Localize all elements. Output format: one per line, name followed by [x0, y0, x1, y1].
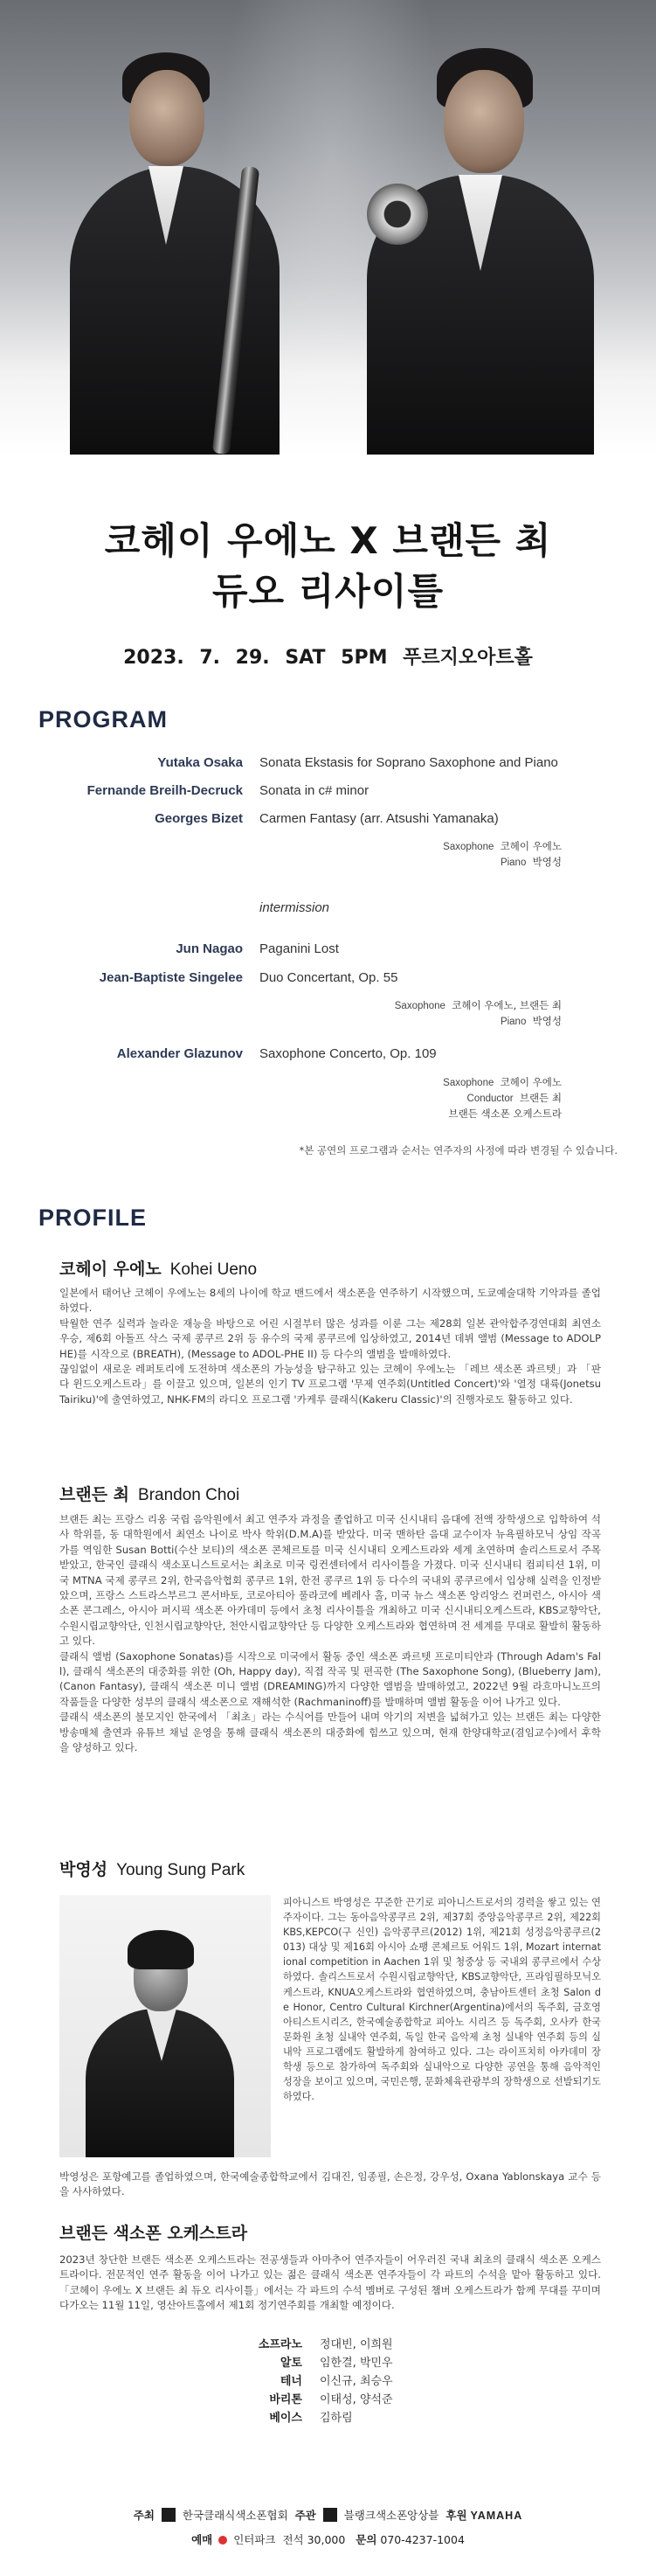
performer-name: 브랜든 최: [519, 1092, 562, 1104]
yamaha-logo: YAMAHA: [470, 2510, 523, 2522]
inquiry-phone: 070-4237-1004: [380, 2533, 465, 2546]
orchestra-roster: [236, 2336, 498, 2427]
bio-paragraph: 클래식 색소폰의 불모지인 한국에서 「최초」라는 수식어를 만들어 내며 악기의 저변을 넓혀가고 있는 브랜든 최는 다양한 방송매체 출연과 유튜브 채널 운영을 통해 클래식 색소폰의 대중화에 힘쓰고 있으며, 현재 한양대학교(겸임교수)에서 후학을 양성하고 있다.: [59, 1711, 601, 1754]
profile-name-brandon: 브랜든 최 Brandon Choi: [59, 1485, 240, 1504]
composer-name: Jun Nagao: [176, 941, 243, 956]
program-note: *본 공연의 프로그램과 순서는 연주자의 사정에 따라 변경될 수 있습니다.: [299, 1144, 618, 1156]
sponsor-line: 주최 한국클래식색소폰협회 주관 블랭크색소폰앙상블 후원 YAMAHA: [133, 2509, 523, 2522]
host-logo-icon: [162, 2508, 176, 2522]
performer-role: Piano: [500, 858, 527, 868]
ticket-line: 예매 인터파크 전석 30,000 문의 070-4237-1004: [191, 2533, 465, 2546]
program-item: [0, 1046, 656, 1066]
bio-paragraph: 박영성은 포항예고를 졸업하였으며, 한국예술종합학교에서 김대진, 임종필, 손은정, 강우성, Oxana Yablonskaya 교수 등을 사사하였다.: [59, 2170, 601, 2198]
composer-name: Alexander Glazunov: [116, 1046, 243, 1061]
profile-bio-orchestra: [59, 2253, 601, 2314]
work-title: Sonata in c# minor: [259, 783, 369, 798]
organizer-logo-icon: [323, 2508, 337, 2522]
bio-paragraph: 2023년 창단한 브랜든 색소폰 오케스트라는 전공생들과 아마추어 연주자들이 어우러진 국내 최초의 클래식 색소폰 오케스트라이다. 전문적인 연주 활동을 이어 나가고 있는 젊은 클래식 색소폰 연주자들이 각 파트의 수석을 맡아 활동하고 있다. 「코헤이 우에노 X 브랜든 최 듀오 리사이틀」에서는 각 파트의 수석 멤버로 구성된 챔버 오케스트라가 함께 무대를 꾸미며 다가오는 11월 11일, 영산아트홀에서 제1회 정기연주회를 개최할 예정이다.: [59, 2253, 601, 2312]
work-title: Saxophone Concerto, Op. 109: [259, 1046, 437, 1061]
ticket-price: 전석 30,000: [282, 2533, 346, 2546]
hero-photo: [0, 0, 656, 455]
title-line-1: 코헤이 우에노 X 브랜든 최: [104, 519, 552, 562]
profile-bio-brandon: [59, 1512, 601, 1756]
performer-photo-right: [349, 35, 611, 455]
performer-photo-left: [61, 35, 288, 455]
performer-role: Conductor: [466, 1094, 514, 1104]
performer-name: 박영성: [532, 856, 562, 868]
profile-bio-youngsung: [283, 1895, 601, 2104]
date-venue: 2023. 7. 29. SAT 5PM 푸르지오아트홀: [123, 647, 533, 669]
concert-title: [0, 516, 656, 617]
performer-role: Saxophone: [443, 842, 494, 852]
bio-paragraph: 브랜든 최는 프랑스 리옹 국립 음악원에서 최고 연주자 과정을 졸업하고 미국 신시내티 음대에 전액 장학생으로 입학하여 석사 학위를, 동 대학원에서 최연소 나이로 박사 학위(D.M.A)를 받았다. 미국 맨하탄 음대 교수이자 뉴욕필하모닉 상임 작곡가를 역임한 Susan Botti(수산 보티)의 색소폰 콘체르토를 미국 신시내티 오케스트라와 세계 초연하며 솔리스트로서 주목받았고, 한국인 클래식 색소포니스트로서는 최초로 미국 링컨센터에서 리사이틀을 가졌다. 미국 신시내티 컴피티션 1위, 미국 MTNA 국제 콩쿠르 2위, 한국음악협회 콩쿠르 1위, 한전 콩쿠르 1위 등 다수의 국내외 콩쿠르에서 입상해 실력을 인정받았으며, 프랑스 스트라스부르그 콘서바토, 코로아티아 풀라코에 베레사 홀, 미국 뉴스 색소폰 앙리앙스 컨퍼런스, 아시아 색소폰 콘그레스, 아시아 퍼시픽 색소폰 아카데미 등에서 초청 리사이틀을 개최하고 미국 신시내티오케스트라, KBS교향악단, 수원시립교향악단, 인천시립교향악단, 천안시립교향악단 등 다양한 오케스트라와 협연하며 전 세계를 무대로 활발히 활동하고 있다.: [59, 1513, 601, 1648]
roster-row: 베이스 김하림: [269, 2412, 353, 2425]
program-item: [0, 811, 656, 830]
bio-paragraph: 클래식 앨범 (Saxophone Sonatas)를 시작으로 미국에서 활동 중인 색소폰 콰르텟 프로미티안과 (Through Adam's Fall), 클래식 색소폰의 대중화를 위한 (Oh, Happy day), 직접 작곡 및 편곡한 (The Saxophone Song), (Blueberry Jam), (Canon Fantasy), 클래식 색소폰 미니 앨범 (DREAMING)까지 다양한 앨범을 발매하였고, 2022년 9월 라흐마니노프의 작품들을 다양한 성부의 클래식 색소폰으로 재해석한 (Rachmaninoff)를 발매하며 앨범 활동을 이어 나가고 있다.: [59, 1649, 601, 1708]
composer-name: Georges Bizet: [155, 811, 243, 826]
pianist-portrait: [59, 1895, 271, 2157]
program-item: [0, 941, 656, 961]
composer-name: Yutaka Osaka: [157, 755, 243, 770]
work-title: Carmen Fantasy (arr. Atsushi Yamanaka): [259, 811, 499, 826]
performer-credits: [443, 839, 562, 871]
program-item: [0, 755, 656, 774]
program-heading: PROGRAM: [38, 706, 168, 733]
program-item: [0, 970, 656, 989]
interpark-logo-icon: [218, 2536, 227, 2545]
bio-paragraph: 탁월한 연주 실력과 놀라운 재능을 바탕으로 어린 시절부터 많은 성과를 이룬 그는 제28회 일본 관악합주경연대회 최연소 우승, 제6회 아돌프 삭스 국제 콩쿠르 2위 등 유수의 국제 콩쿠르에 입상하였고, 2014년 데뷔 앨범 (Message to ADOLPHE)를 시작으로 (BREATH), (Message to ADOL-PHE II) 등 다수의 앨범을 발매하였다.: [59, 1316, 601, 1360]
roster-row: 알토 임한결, 박민우: [280, 2357, 393, 2370]
work-title: Duo Concertant, Op. 55: [259, 970, 398, 985]
ticket-site: 인터파크: [233, 2533, 276, 2546]
host-name: 한국클래식색소폰협회: [182, 2509, 288, 2522]
bio-paragraph: 피아니스트 박영성은 꾸준한 끈기로 피아니스트로서의 경력을 쌓고 있는 연주자이다. 그는 동아음악콩쿠르 2위, 제37회 중앙음악콩쿠르 2위, 제22회 KBS,KEPCO(구 신인) 음악콩쿠르(2012) 1위, 제21회 성정음악콩쿠르(2013) 대상 및 제16회 아시아 쇼팽 콘체르토 어워드 1위, Mozart international competition in Aachen 1위 및 청중상 등 국내외 콩쿠르에서 수상하였다. 솔리스트로서 수원시립교향악단, KBS교향악단, 프라임필하모닉오케스트라, KNUA오케스트라와 협연하였으며, 충남아트센터 초청 Salon de Honor, Centro Cultural Kirchner(Argentina)에서의 독주회, 금호영아티스트시리즈, 한국예술종합학교 피아노 시리즈 등 독주회, 오사카 한국문화원 초청 실내악 연주회, 독일 한국 음악제 초청 실내악 연주회 등의 실내악 프로그램에도 활발하게 참여하고 있다. 그는 라이프치히 아카데미 장학생 등으로 참가하여 독주회와 실내악으로 다양한 공연을 통해 음악적인 성장을 보이고 있으며, 국민은행, 문화체육관광부의 장학생으로 선발되기도 하였다.: [283, 1897, 601, 2103]
work-title: Paganini Lost: [259, 941, 339, 956]
performer-credits: [443, 1075, 562, 1121]
profile-name-youngsung: 박영성 Young Sung Park: [59, 1860, 245, 1879]
performer-name: 박영성: [532, 1015, 562, 1027]
performer-role: Saxophone: [443, 1078, 494, 1088]
title-line-2: 듀오 리사이틀: [211, 570, 445, 613]
composer-name: Jean-Baptiste Singelee: [99, 970, 243, 985]
profile-heading: PROFILE: [38, 1205, 148, 1231]
composer-name: Fernande Breilh-Decruck: [86, 783, 243, 798]
performer-name: 코헤이 우에노: [500, 1076, 562, 1088]
organizer-name: 블랭크색소폰앙상블: [343, 2509, 439, 2522]
performer-name: 코헤이 우에노: [500, 840, 562, 852]
performer-name: 브랜든 색소폰 오케스트라: [448, 1107, 562, 1120]
performer-credits: [395, 998, 562, 1030]
performer-name: 코헤이 우에노, 브랜든 최: [452, 999, 562, 1011]
performer-role: Saxophone: [394, 1001, 445, 1011]
work-title: Sonata Ekstasis for Soprano Saxophone and Piano: [259, 755, 558, 770]
roster-row: 테너 이신규, 최승우: [280, 2375, 393, 2388]
roster-row: 바리톤 이태성, 양석준: [269, 2393, 393, 2406]
bio-paragraph: 끊임없이 새로운 레퍼토리에 도전하며 색소폰의 가능성을 탐구하고 있는 코헤이 우에노는 「레브 색소폰 콰르텟」과 「판다 윈드오케스트라」를 이끌고 있으며, 일본의 인기 TV 프로그램 '무제 연주회(Untitled Concert)'와 '열정 대륙(Jonetsu Tairiku)'에 출연하였고, NHK-FM의 라디오 프로그램 '카케루 클래식(Kakeru Classic)'의 진행자로도 활동하고 있다.: [59, 1363, 601, 1406]
profile-bio-kohei: [59, 1286, 601, 1407]
saxophone-bell-image: [367, 184, 428, 245]
program-item: [0, 783, 656, 802]
profile-name-orchestra: 브랜든 색소폰 오케스트라: [59, 2224, 248, 2243]
profile-bio-youngsung-2: [59, 2170, 601, 2200]
performer-role: Piano: [500, 1017, 527, 1027]
profile-name-kohei: 코헤이 우에노 Kohei Ueno: [59, 1260, 258, 1279]
roster-row: 소프라노 정대빈, 이희원: [258, 2338, 393, 2351]
intermission-label: intermission: [259, 900, 330, 915]
bio-paragraph: 일본에서 태어난 코헤이 우에노는 8세의 나이에 학교 밴드에서 색소폰을 연주하기 시작했으며, 도쿄예술대학 기악과를 졸업하였다.: [59, 1287, 601, 1315]
